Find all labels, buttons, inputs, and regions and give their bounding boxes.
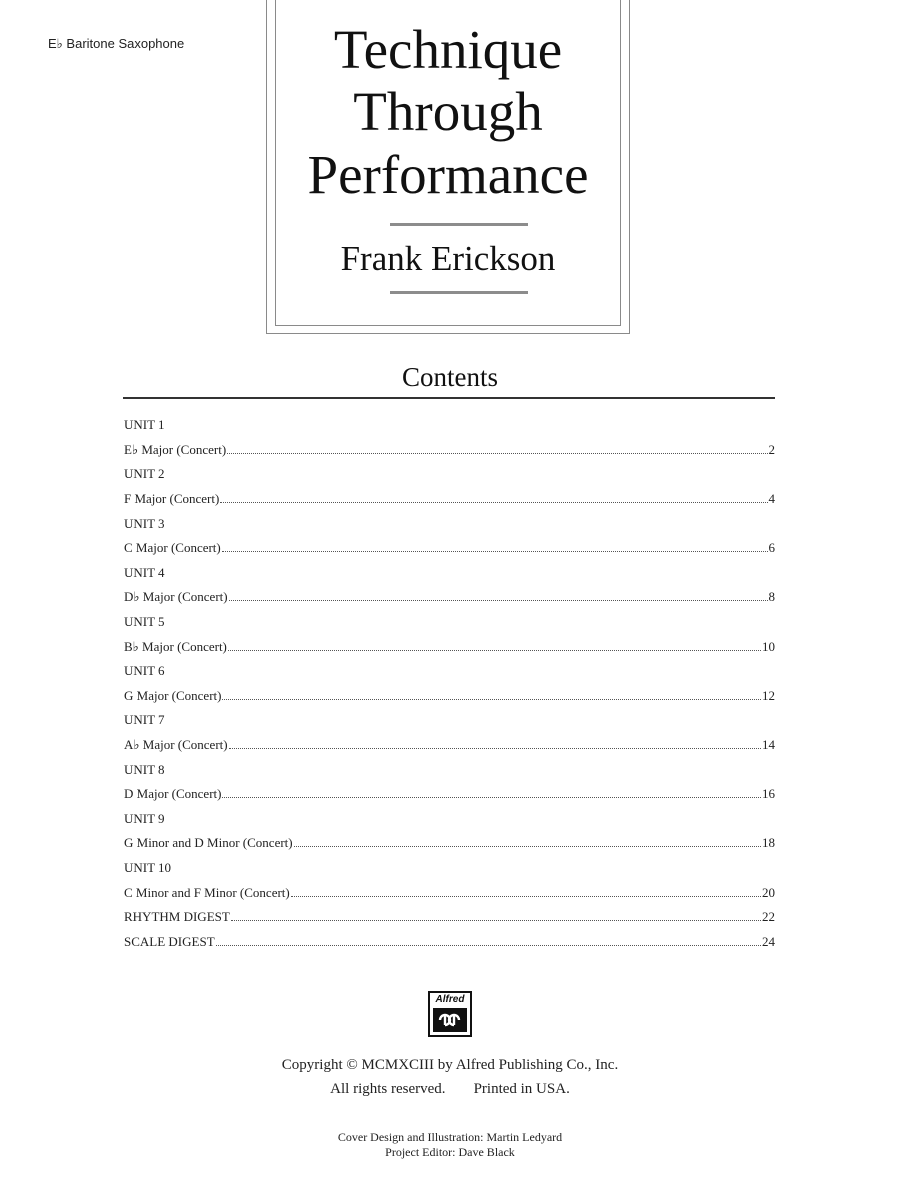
toc-entry: [124, 929, 775, 954]
toc-entry: [124, 782, 775, 807]
toc-unit-heading: [124, 708, 775, 733]
toc-label: C Major (Concert): [124, 540, 221, 556]
toc-entry: [124, 438, 775, 463]
toc-leader-dots: [231, 919, 761, 921]
editor-credit: Project Editor: Dave Black: [385, 1145, 515, 1159]
toc-unit-heading: [124, 659, 775, 684]
toc-entry: [124, 905, 775, 930]
toc-leader-dots: [291, 895, 761, 897]
toc-label: F Major (Concert): [124, 491, 220, 507]
toc-label: RHYTHM DIGEST: [124, 909, 230, 925]
toc-page-number: 12: [762, 687, 775, 703]
toc-page-number: 16: [762, 786, 775, 802]
toc-entry: [124, 684, 775, 709]
toc-unit-heading: [124, 610, 775, 635]
toc-label: UNIT 2: [124, 466, 165, 482]
toc-unit-heading: [124, 462, 775, 487]
printed-text: Printed in USA.: [473, 1081, 570, 1097]
author-name: Frank Erickson: [340, 239, 556, 278]
toc-leader-dots: [222, 796, 761, 798]
toc-page-number: 6: [768, 540, 775, 556]
alfred-logo-icon: [433, 1008, 467, 1032]
toc-entry: [124, 880, 775, 905]
toc-label: B♭ Major (Concert): [124, 638, 227, 654]
title-frame-inner: [275, 0, 621, 326]
toc-label: UNIT 7: [124, 712, 165, 728]
toc-label: UNIT 9: [124, 810, 165, 826]
toc-label: C Minor and F Minor (Concert): [124, 884, 290, 900]
toc-entry: [124, 733, 775, 758]
contents-heading: Contents: [401, 362, 498, 392]
toc-page-number: 22: [762, 909, 775, 925]
toc-entry: [124, 831, 775, 856]
toc-leader-dots: [222, 550, 768, 552]
credits-block: [0, 1130, 900, 1160]
toc-label: UNIT 1: [124, 417, 165, 433]
toc-leader-dots: [227, 452, 767, 454]
toc-label: UNIT 10: [124, 859, 172, 875]
logo-brand-text: Alfred: [435, 994, 465, 1005]
toc-label: G Minor and D Minor (Concert): [124, 835, 293, 851]
instrument-label: E♭ Baritone Saxophone: [48, 36, 185, 51]
toc-unit-heading: [124, 511, 775, 536]
toc-unit-heading: [124, 561, 775, 586]
toc-label: E♭ Major (Concert): [124, 441, 227, 457]
copyright-line: Copyright © MCMXCIII by Alfred Publishing Co., Inc.: [281, 1057, 619, 1073]
title-line-1: Technique: [333, 19, 563, 80]
toc-page-number: 24: [762, 933, 775, 949]
toc-label: UNIT 8: [124, 761, 165, 777]
toc-leader-dots: [229, 747, 761, 749]
toc-entry: [124, 487, 775, 512]
title-divider-top: [390, 223, 528, 226]
rights-line: [0, 1077, 900, 1101]
toc-entry: [124, 585, 775, 610]
toc-page-number: 10: [762, 638, 775, 654]
toc-page-number: 20: [762, 884, 775, 900]
toc-label: UNIT 4: [124, 564, 165, 580]
title-line-2: Through: [353, 81, 543, 142]
toc-page-number: 18: [762, 835, 775, 851]
toc-entry: [124, 536, 775, 561]
toc-page-number: 8: [768, 589, 775, 605]
toc-label: UNIT 5: [124, 614, 165, 630]
toc-leader-dots: [294, 845, 761, 847]
toc-leader-dots: [220, 501, 767, 503]
toc-unit-heading: [124, 807, 775, 832]
toc-leader-dots: [216, 944, 761, 946]
toc-page-number: 4: [768, 491, 775, 507]
toc-leader-dots: [229, 599, 768, 601]
toc-page-number: 2: [768, 441, 775, 457]
cover-credit: Cover Design and Illustration: Martin Ledyard: [337, 1130, 563, 1144]
toc-entry: [124, 634, 775, 659]
toc-unit-heading: [124, 856, 775, 881]
title-frame: [266, 0, 630, 334]
toc-label: A♭ Major (Concert): [124, 737, 228, 753]
toc-leader-dots: [222, 698, 761, 700]
toc-leader-dots: [228, 649, 761, 651]
toc-page-number: 14: [762, 737, 775, 753]
rights-text: All rights reserved.: [330, 1081, 446, 1097]
title-line-3: Performance: [307, 144, 589, 205]
table-of-contents: [124, 413, 775, 954]
toc-label: G Major (Concert): [124, 687, 222, 703]
toc-label: D♭ Major (Concert): [124, 589, 228, 605]
toc-unit-heading: [124, 757, 775, 782]
alfred-logo: [428, 991, 472, 1037]
toc-unit-heading: [124, 413, 775, 438]
toc-label: SCALE DIGEST: [124, 933, 215, 949]
toc-label: UNIT 3: [124, 515, 165, 531]
copyright-block: [0, 1053, 900, 1101]
toc-label: UNIT 6: [124, 663, 165, 679]
contents-divider: [123, 397, 775, 399]
toc-label: D Major (Concert): [124, 786, 222, 802]
title-divider-bottom: [390, 291, 528, 294]
